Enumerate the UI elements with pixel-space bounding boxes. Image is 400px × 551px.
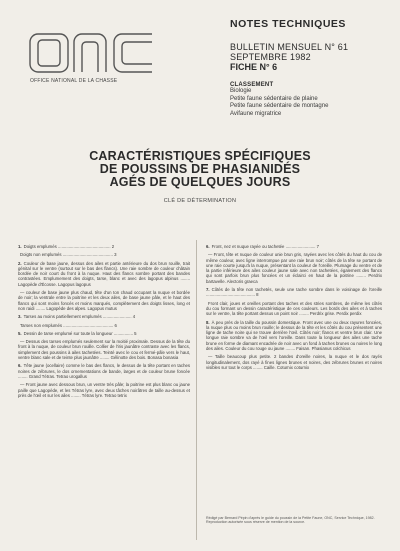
key-entry: — Taille beaucoup plus petite. 2 bandes d'oreille noires, la nuque et le dos rayés longitudinalement, dos rayé à fines lignes brunes et noires, des zébrures brunes et noires visibles sur tout le corps ........ Caille. Coturnix coturnix [206,354,382,370]
sheet-number: FICHE N° 6 [230,62,278,72]
title-line: CARACTÉRISTIQUES SPÉCIFIQUES [89,149,311,163]
bulletin-number: BULLETIN MENSUEL N° 61 [230,42,349,52]
title-line: AGÉS DE QUELQUES JOURS [109,175,291,189]
title-line: DE POUSSINS DE PHASIANIDÉS [99,162,301,176]
key-entry: — Front, tête et nuque de couleur unie brun gris, rayées avec les côtés du haut du cou de même couleur, avec ligne interrompue par une raie brun noir; côtés de la tête se portant de une raie courte jusqu'à la nuque, présentant la couleur de l'oreille. Plumage du ventre et de la partie inférieure des ailes couleur jaune sale avec non tachetées, également des flancs qui sont parfois brun plus foncées et un éclairci en haut de la poitrine ........ Perdrix bartavelle. Alectoris graeca [206,252,382,284]
classification-label: CLASSEMENT [230,82,274,88]
footnote: Rédigé par Bernard Pépin d'après le guide du poussin de la Petite Faune, ONC, Service Technique, 1982. Reproduction autorisée sous réserve de mention de la source. [206,516,375,525]
key-entry: Front clair, joues et oreilles portant des taches et des stries sombres, de même les côtés du cou formant un dessin caractéristique de ces couleurs. Les bords des ailes et à taches sur le ventre, la tête portant dessus un point noir ........ Perdrix grise. Perdix perdix [206,300,382,317]
key-entry: 7. Côtés de la tête non tachetés, seule une tache sombre dans le voisinage de l'oreille ......................................... 8 [206,287,382,298]
key-entry: — Front jaune avec dessous brun, un ventre très pâle; la poitrine est plus blanc ou jaune paille que Lagopède, et les Tétras lyre, avec deux tâches noirâtres de taille au-dessus et près de l'œil et sur les ailes ........ Tétras lyre. Tetrao tetrix [18,382,190,398]
key-entry: 3. Tarses au moins partiellement emplumés ........................ 4 [18,314,136,320]
bulletin-date: SEPTEMBRE 1982 [230,52,311,62]
document-title [0,150,400,189]
classification-item: Biologie [230,88,252,94]
key-entry: 6. Front, nez et nuque rayée ou tachetée ......................... 7 [206,244,320,249]
key-entry: Tarses non emplumés .......................................... 6 [20,322,117,328]
classification-item: Avifaune migratrice [230,110,282,117]
key-entry: 8. À peu près de la taille du poussin domestique. Front avec une ou deux rayures foncées, la nuque plus ou moins brun rouille; le dessus de la tête et les côtés du cou présentent une ligne de tache noire qui se trouve derrière l'œil. Côtés noir; flancs et ventre brun clair. Une longue raie sombre va de l'œil vers l'oreille. Dans toute la longueur des ailes une tache brune en forme de diamant encadrée de noir avec un fond à taches brunes ou noires le long des ailes. Couleur du cou rouge ou jaune ........ Faisan. Phasianus colchicus [206,319,382,352]
key-entry: 2. Couleur de base jaune, dessus des ailes et partie antérieure du dos brun rouille, trait génital sur le ventre (surtout sur le bas des flancs). Une raie sombre de couleur châtain bordée de noir court du front à la nuque. Haut des flancs sombre portant des bandes contrastées. Emplumement des doigts, tarse, blanc et avec des lagopus alpinus ........ Lagopède d'Écosse. Lagopus lagopus [18,260,190,287]
key-entry: 5. Dessin de tarse emplumé sur toute la longueur ................ 5 [18,330,137,336]
header-block [230,18,390,118]
series-title: NOTES TECHNIQUES [230,18,346,30]
onc-logo-mark [28,26,178,82]
document-subtitle: CLÉ DE DÉTERMINATION [163,198,237,204]
key-entry: 6. Tête jaune (ocellaire) comme le bas des flancs, le dessus de la tête portant en taches noires de zébrures, le dos ornementations de bande, larges et de couleur brune foncée ........ Grand Tétras. Tetrao urogallus [18,363,190,379]
key-entry: 1. Doigts emplumés ............................................ 2 [18,244,115,249]
key-entry: — Dessus des tarses emplumés seulement sur la moitié proximale. Dessus de la tête du front à la nuque, de couleur brun rouille. Collier de l'iris jaunâtre contraste avec les flancs, simplement des poussins à ailes tachetées. Teinté avec le cou et fermé-pâle vers le haut, ventre blanc sale et de teinte plus jaunâtre ........ Gélinotte des bois. Bonasa bonasia [18,339,190,361]
left-column [18,244,190,401]
key-entry: Doigts non emplumés .......................................... 3 [20,252,117,258]
logo-caption: OFFICE NATIONAL DE LA CHASSE [30,78,118,84]
classification-item: Petite faune sédentaire de plaine [230,95,318,102]
key-entry: — couleur de base jaune plus chaud, tête d'un ton chaud occupant la nuque et bordée de noir; la ventrale entre la poitrine et les deux ailes, de base jaune pâle, et le haut des flancs qui sont moins foncés et moins marqués, complètement des doigts lisses, long et non raidi ........ Lagopède des alpes. Lagopus mutus [18,290,190,311]
right-column [206,244,382,373]
column-divider [196,240,197,540]
classification-item: Petite faune sédentaire de montagne [230,103,329,110]
